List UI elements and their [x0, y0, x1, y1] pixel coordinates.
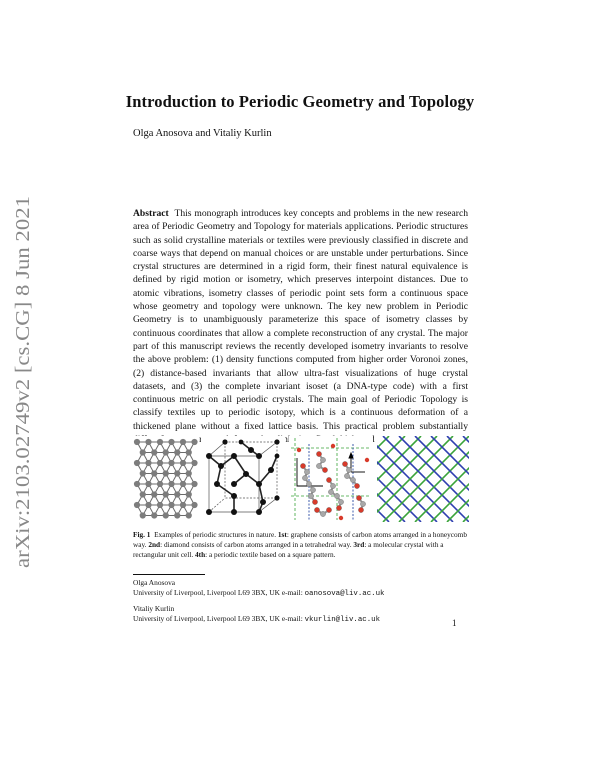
affiliation-1-name: Olga Anosova — [133, 578, 176, 587]
affiliation-1-email: oanosova@liv.ac.uk — [304, 590, 385, 598]
graphene-image — [131, 436, 199, 522]
textile-image — [377, 436, 469, 522]
caption-label: Fig. 1 — [133, 530, 151, 539]
abstract-block — [133, 207, 468, 446]
caption-panel-4-label: 4th — [195, 550, 206, 559]
affiliation-2 — [133, 604, 380, 625]
affiliation-2-address: University of Liverpool, Liverpool L69 3BX, UK e-mail: — [133, 614, 303, 623]
caption-panel-3-label: 3rd — [353, 540, 365, 549]
page-number: 1 — [452, 618, 457, 628]
diamond-image — [201, 436, 285, 522]
affiliation-2-name: Vitaliy Kurlin — [133, 604, 175, 613]
footnote-rule — [133, 574, 205, 575]
caption-panel-4-text: : a periodic textile based on a square pattern. — [205, 550, 336, 559]
figure-1 — [131, 436, 469, 522]
affiliation-1 — [133, 578, 384, 599]
caption-panel-1-text: : graphene consists of carbon atoms arranged in a honeycomb way. — [133, 530, 467, 549]
affiliation-2-email: vkurlin@liv.ac.uk — [304, 616, 381, 624]
affiliation-1-address: University of Liverpool, Liverpool L69 3BX, UK e-mail: — [133, 588, 303, 597]
paper-title: Introduction to Periodic Geometry and Topology — [125, 92, 475, 111]
caption-intro: Examples of periodic structures in nature. — [154, 530, 277, 539]
caption-panel-3-text: : a molecular crystal with a rectangular unit cell. — [133, 540, 444, 559]
abstract-text: This monograph introduces key concepts and problems in the new research area of Periodic Geometry and Topology for materials applications. Periodic structures such as solid crystalline materials or textiles were previously classified in discrete and coarse ways that depend on manual choices or are unstable under perturbations. Since crystal structures are determined in a rigid form, their finest natural equivalence is defined by rigid motion or isometry, which preserves interpoint distances. Due to atomic vibrations, isometry classes of periodic point sets form a continuous space whose geometry and topology were unknown. The key new problem in Periodic Geometry is to unambiguously parameterize this space of isometry classes by continuous coordinates that allow a complete reconstruction of any crystal. The major part of this manuscript reviews the recently developed isometry invariants to resolve the above problem: (1) density functions computed from higher order Voronoi zones, (2) distance-based invariants that allow ultra-fast visualizations of huge crystal datasets, and (3) the complete invariant isoset (a DNA-type code) with a first continuous metric on all periodic crystals. The main goal of Periodic Topology is classify textiles up to periodic isotopy, which is a continuous deformation of a thickened plane without a fixed lattice basis. This practical problem substantially links — [133, 208, 468, 446]
paper-authors: Olga Anosova and Vitaliy Kurlin — [133, 128, 272, 139]
caption-panel-1-label: 1st — [277, 530, 287, 539]
caption-panel-2-label: 2nd — [148, 540, 161, 549]
figure-caption — [133, 530, 468, 560]
molecular-crystal-image — [289, 436, 373, 522]
arxiv-id-text: arXiv:2103.02749v2 [cs.CG] 8 Jun 2021 — [13, 249, 34, 568]
abstract-heading: Abstract — [133, 208, 169, 219]
arxiv-side-identifier — [2, 190, 38, 570]
caption-panel-2-text: : diamond consists of carbon atoms arranged in a tetrahedral way. — [160, 540, 352, 549]
